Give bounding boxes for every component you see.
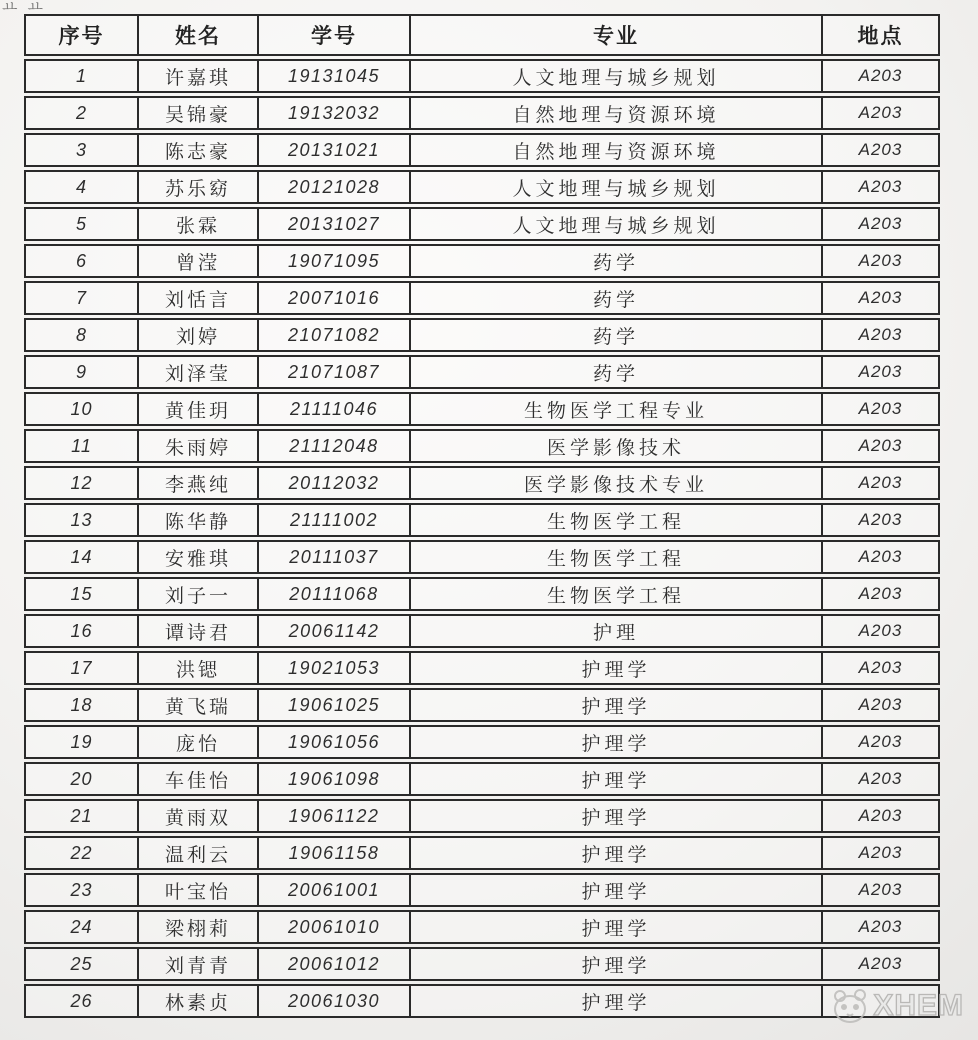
major-cell: 人文地理与城乡规划 xyxy=(411,59,823,93)
table-row xyxy=(24,984,940,1018)
student-name-cell: 安雅琪 xyxy=(139,540,259,574)
student-name-cell: 刘子一 xyxy=(139,577,259,611)
student-id-cell: 20061001 xyxy=(259,873,411,907)
table-header xyxy=(24,14,940,56)
location-cell: A203 xyxy=(823,207,940,241)
row-index-cell: 19 xyxy=(24,725,139,759)
watermark-text: XHEM xyxy=(873,989,964,1022)
major-cell: 人文地理与城乡规划 xyxy=(411,207,823,241)
student-name-cell: 林素贞 xyxy=(139,984,259,1018)
major-cell: 生物医学工程 xyxy=(411,503,823,537)
student-name-cell: 叶宝怡 xyxy=(139,873,259,907)
row-index-cell: 21 xyxy=(24,799,139,833)
table-row xyxy=(24,577,940,611)
student-id-cell: 21071082 xyxy=(259,318,411,352)
student-name-cell: 许嘉琪 xyxy=(139,59,259,93)
location-cell: A203 xyxy=(823,96,940,130)
student-id-cell: 20061142 xyxy=(259,614,411,648)
header-major: 专业 xyxy=(411,14,823,56)
row-index-cell: 10 xyxy=(24,392,139,426)
major-cell: 护理学 xyxy=(411,799,823,833)
major-cell: 生物医学工程 xyxy=(411,540,823,574)
table-row xyxy=(24,429,940,463)
row-index-cell: 7 xyxy=(24,281,139,315)
major-cell: 生物医学工程 xyxy=(411,577,823,611)
student-id-cell: 20061010 xyxy=(259,910,411,944)
major-cell: 医学影像技术 xyxy=(411,429,823,463)
student-id-cell: 20111037 xyxy=(259,540,411,574)
major-cell: 护理学 xyxy=(411,947,823,981)
student-roster-table xyxy=(24,11,940,1021)
row-index-cell: 20 xyxy=(24,762,139,796)
location-cell: A203 xyxy=(823,355,940,389)
location-cell: A203 xyxy=(823,59,940,93)
row-index-cell: 11 xyxy=(24,429,139,463)
row-index-cell: 26 xyxy=(24,984,139,1018)
student-id-cell: 20112032 xyxy=(259,466,411,500)
table-row xyxy=(24,170,940,204)
student-id-cell: 20131021 xyxy=(259,133,411,167)
major-cell: 护理学 xyxy=(411,836,823,870)
student-name-cell: 刘恬言 xyxy=(139,281,259,315)
student-name-cell: 车佳怡 xyxy=(139,762,259,796)
table-row xyxy=(24,244,940,278)
table-row xyxy=(24,762,940,796)
table-row xyxy=(24,836,940,870)
student-id-cell: 19132032 xyxy=(259,96,411,130)
student-id-cell: 19061098 xyxy=(259,762,411,796)
student-name-cell: 刘泽莹 xyxy=(139,355,259,389)
table-row xyxy=(24,503,940,537)
table-row xyxy=(24,540,940,574)
location-cell: A203 xyxy=(823,799,940,833)
student-id-cell: 19061025 xyxy=(259,688,411,722)
student-id-cell: 19061158 xyxy=(259,836,411,870)
location-cell: A203 xyxy=(823,170,940,204)
table-row xyxy=(24,688,940,722)
row-index-cell: 15 xyxy=(24,577,139,611)
student-name-cell: 李燕纯 xyxy=(139,466,259,500)
header-name: 姓名 xyxy=(139,14,259,56)
student-name-cell: 谭诗君 xyxy=(139,614,259,648)
student-id-cell: 19061122 xyxy=(259,799,411,833)
student-name-cell: 陈志豪 xyxy=(139,133,259,167)
student-id-cell: 20111068 xyxy=(259,577,411,611)
major-cell: 护理学 xyxy=(411,688,823,722)
student-name-cell: 洪锶 xyxy=(139,651,259,685)
table-row xyxy=(24,873,940,907)
location-cell: A203 xyxy=(823,244,940,278)
student-name-cell: 陈华静 xyxy=(139,503,259,537)
table-row xyxy=(24,207,940,241)
location-cell: A203 xyxy=(823,577,940,611)
location-cell: A203 xyxy=(823,688,940,722)
location-cell: A203 xyxy=(823,318,940,352)
table-row xyxy=(24,318,940,352)
row-index-cell: 8 xyxy=(24,318,139,352)
major-cell: 药学 xyxy=(411,355,823,389)
location-cell: A203 xyxy=(823,503,940,537)
student-id-cell: 19061056 xyxy=(259,725,411,759)
row-index-cell: 16 xyxy=(24,614,139,648)
location-cell: A203 xyxy=(823,281,940,315)
location-cell: A203 xyxy=(823,762,940,796)
row-index-cell: 18 xyxy=(24,688,139,722)
table-row xyxy=(24,281,940,315)
cropped-handwriting-fragment: ㅛㅛ xyxy=(2,0,53,16)
student-name-cell: 苏乐窈 xyxy=(139,170,259,204)
row-index-cell: 24 xyxy=(24,910,139,944)
location-cell: A203 xyxy=(823,466,940,500)
major-cell: 护理学 xyxy=(411,910,823,944)
student-id-cell: 21111046 xyxy=(259,392,411,426)
row-index-cell: 4 xyxy=(24,170,139,204)
location-cell xyxy=(823,984,940,1018)
table-row xyxy=(24,96,940,130)
table-row xyxy=(24,466,940,500)
major-cell: 护理学 xyxy=(411,651,823,685)
table-row xyxy=(24,133,940,167)
row-index-cell: 23 xyxy=(24,873,139,907)
student-name-cell: 曾滢 xyxy=(139,244,259,278)
row-index-cell: 9 xyxy=(24,355,139,389)
student-name-cell: 温利云 xyxy=(139,836,259,870)
location-cell: A203 xyxy=(823,836,940,870)
row-index-cell: 12 xyxy=(24,466,139,500)
major-cell: 生物医学工程专业 xyxy=(411,392,823,426)
location-cell: A203 xyxy=(823,651,940,685)
student-id-cell: 20071016 xyxy=(259,281,411,315)
major-cell: 护理学 xyxy=(411,873,823,907)
row-index-cell: 3 xyxy=(24,133,139,167)
location-cell: A203 xyxy=(823,725,940,759)
student-id-cell: 20121028 xyxy=(259,170,411,204)
student-name-cell: 刘婷 xyxy=(139,318,259,352)
student-id-cell: 19071095 xyxy=(259,244,411,278)
row-index-cell: 13 xyxy=(24,503,139,537)
student-id-cell: 21112048 xyxy=(259,429,411,463)
student-name-cell: 黄飞瑞 xyxy=(139,688,259,722)
student-name-cell: 庞怡 xyxy=(139,725,259,759)
row-index-cell: 25 xyxy=(24,947,139,981)
major-cell: 自然地理与资源环境 xyxy=(411,133,823,167)
table-row xyxy=(24,355,940,389)
table-row xyxy=(24,725,940,759)
table-row xyxy=(24,947,940,981)
location-cell: A203 xyxy=(823,133,940,167)
major-cell: 药学 xyxy=(411,281,823,315)
row-index-cell: 22 xyxy=(24,836,139,870)
location-cell: A203 xyxy=(823,947,940,981)
row-index-cell: 17 xyxy=(24,651,139,685)
location-cell: A203 xyxy=(823,429,940,463)
major-cell: 护理 xyxy=(411,614,823,648)
student-name-cell: 刘青青 xyxy=(139,947,259,981)
major-cell: 护理学 xyxy=(411,984,823,1018)
header-row xyxy=(24,14,940,56)
table-row xyxy=(24,614,940,648)
student-id-cell: 20061030 xyxy=(259,984,411,1018)
student-name-cell: 黄雨双 xyxy=(139,799,259,833)
row-index-cell: 2 xyxy=(24,96,139,130)
location-cell: A203 xyxy=(823,614,940,648)
header-location: 地点 xyxy=(823,14,940,56)
student-name-cell: 张霖 xyxy=(139,207,259,241)
student-name-cell: 吴锦豪 xyxy=(139,96,259,130)
student-id-cell: 19021053 xyxy=(259,651,411,685)
table-row xyxy=(24,799,940,833)
location-cell: A203 xyxy=(823,910,940,944)
row-index-cell: 5 xyxy=(24,207,139,241)
location-cell: A203 xyxy=(823,873,940,907)
major-cell: 护理学 xyxy=(411,725,823,759)
student-id-cell: 21071087 xyxy=(259,355,411,389)
student-name-cell: 黄佳玥 xyxy=(139,392,259,426)
major-cell: 护理学 xyxy=(411,762,823,796)
table-row xyxy=(24,651,940,685)
student-id-cell: 20061012 xyxy=(259,947,411,981)
header-index: 序号 xyxy=(24,14,139,56)
row-index-cell: 14 xyxy=(24,540,139,574)
location-cell: A203 xyxy=(823,540,940,574)
student-id-cell: 20131027 xyxy=(259,207,411,241)
location-cell: A203 xyxy=(823,392,940,426)
table-row xyxy=(24,392,940,426)
table-row xyxy=(24,910,940,944)
major-cell: 自然地理与资源环境 xyxy=(411,96,823,130)
student-name-cell: 梁栩莉 xyxy=(139,910,259,944)
student-id-cell: 21111002 xyxy=(259,503,411,537)
table-row xyxy=(24,59,940,93)
major-cell: 药学 xyxy=(411,318,823,352)
row-index-cell: 1 xyxy=(24,59,139,93)
student-name-cell: 朱雨婷 xyxy=(139,429,259,463)
header-student-id: 学号 xyxy=(259,14,411,56)
major-cell: 人文地理与城乡规划 xyxy=(411,170,823,204)
student-id-cell: 19131045 xyxy=(259,59,411,93)
row-index-cell: 6 xyxy=(24,244,139,278)
major-cell: 药学 xyxy=(411,244,823,278)
major-cell: 医学影像技术专业 xyxy=(411,466,823,500)
student-table-body xyxy=(24,59,940,1018)
